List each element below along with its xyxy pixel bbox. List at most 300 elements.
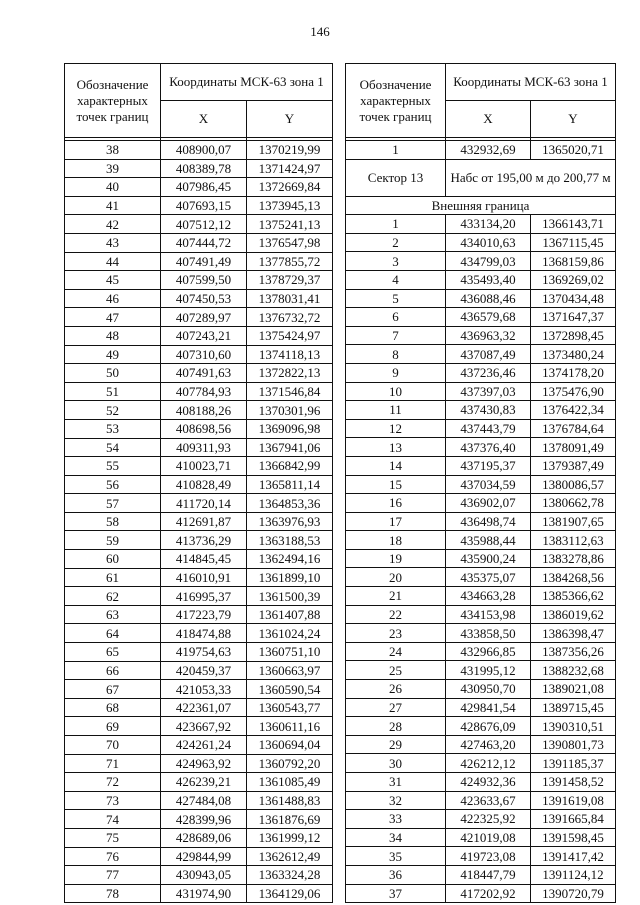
y-value: 1361876,69 xyxy=(247,810,333,829)
y-value: 1360611,16 xyxy=(247,717,333,736)
sector-name: Сектор 13 xyxy=(346,159,446,196)
table-row xyxy=(346,605,616,624)
y-value: 1369096,98 xyxy=(247,419,333,438)
x-value: 437397,03 xyxy=(446,382,531,401)
table-row xyxy=(65,512,333,531)
x-value: 431974,90 xyxy=(161,884,247,903)
point-number: 28 xyxy=(346,717,446,736)
y-value: 1371424,97 xyxy=(247,159,333,178)
table-row xyxy=(65,791,333,810)
x-value: 422325,92 xyxy=(446,810,531,829)
x-value: 437195,37 xyxy=(446,456,531,475)
x-value: 410828,49 xyxy=(161,475,247,494)
y-value: 1366842,99 xyxy=(247,457,333,476)
y-value: 1391665,84 xyxy=(531,810,616,829)
table-row xyxy=(65,475,333,494)
point-number: 2 xyxy=(346,233,446,252)
y-value: 1390720,79 xyxy=(531,884,616,903)
point-number: 22 xyxy=(346,605,446,624)
y-value: 1376422,34 xyxy=(531,401,616,420)
point-number: 40 xyxy=(65,178,161,197)
y-value: 1391598,45 xyxy=(531,828,616,847)
table-row xyxy=(346,661,616,680)
point-number: 73 xyxy=(65,791,161,810)
point-number: 23 xyxy=(346,624,446,643)
point-number: 16 xyxy=(346,494,446,513)
y-value: 1386019,62 xyxy=(531,605,616,624)
point-number: 43 xyxy=(65,233,161,252)
x-value: 437087,49 xyxy=(446,345,531,364)
table-row xyxy=(346,587,616,606)
y-value: 1369269,02 xyxy=(531,270,616,289)
point-number: 11 xyxy=(346,401,446,420)
point-number: 42 xyxy=(65,215,161,234)
table-row xyxy=(65,457,333,476)
y-value: 1391185,37 xyxy=(531,754,616,773)
point-number: 64 xyxy=(65,624,161,643)
x-value: 416995,37 xyxy=(161,587,247,606)
point-number: 31 xyxy=(346,773,446,792)
x-value: 437443,79 xyxy=(446,419,531,438)
y-value: 1390310,51 xyxy=(531,717,616,736)
y-value: 1370434,48 xyxy=(531,289,616,308)
x-value: 420459,37 xyxy=(161,661,247,680)
x-value: 429844,99 xyxy=(161,847,247,866)
x-value: 434010,63 xyxy=(446,233,531,252)
y-value: 1386398,47 xyxy=(531,624,616,643)
table-row xyxy=(65,773,333,792)
point-number: 41 xyxy=(65,196,161,215)
y-value: 1370219,99 xyxy=(247,141,333,160)
y-value: 1361407,88 xyxy=(247,605,333,624)
point-number: 70 xyxy=(65,736,161,755)
point-number: 47 xyxy=(65,308,161,327)
y-value: 1371546,84 xyxy=(247,382,333,401)
x-value: 437376,40 xyxy=(446,438,531,457)
x-value: 436579,68 xyxy=(446,308,531,327)
table-row xyxy=(346,773,616,792)
y-value: 1372669,84 xyxy=(247,178,333,197)
table-row xyxy=(346,512,616,531)
table-row xyxy=(65,866,333,885)
table-row xyxy=(65,141,333,160)
point-number: 60 xyxy=(65,550,161,569)
point-number: 24 xyxy=(346,642,446,661)
point-number: 9 xyxy=(346,363,446,382)
y-value: 1370301,96 xyxy=(247,401,333,420)
y-value: 1363976,93 xyxy=(247,512,333,531)
x-value: 428399,96 xyxy=(161,810,247,829)
point-number: 54 xyxy=(65,438,161,457)
x-value: 433858,50 xyxy=(446,624,531,643)
y-value: 1373480,24 xyxy=(531,345,616,364)
table-row xyxy=(346,791,616,810)
x-value: 427463,20 xyxy=(446,735,531,754)
x-value: 422361,07 xyxy=(161,698,247,717)
point-number: 53 xyxy=(65,419,161,438)
coordinates-table-right xyxy=(345,63,616,903)
y-value: 1380662,78 xyxy=(531,494,616,513)
x-value: 418474,88 xyxy=(161,624,247,643)
x-value: 407289,97 xyxy=(161,308,247,327)
y-value: 1384268,56 xyxy=(531,568,616,587)
y-value: 1378729,37 xyxy=(247,271,333,290)
y-value: 1385366,62 xyxy=(531,587,616,606)
point-number: 15 xyxy=(346,475,446,494)
table-row xyxy=(346,680,616,699)
x-value: 419723,08 xyxy=(446,847,531,866)
x-value: 436902,07 xyxy=(446,494,531,513)
x-value: 421019,08 xyxy=(446,828,531,847)
point-number: 67 xyxy=(65,680,161,699)
y-value: 1389021,08 xyxy=(531,680,616,699)
point-number: 13 xyxy=(346,438,446,457)
y-value: 1383278,86 xyxy=(531,549,616,568)
y-header: Y xyxy=(247,101,333,138)
table-row xyxy=(65,215,333,234)
table-row xyxy=(65,847,333,866)
point-number: 39 xyxy=(65,159,161,178)
point-number: 75 xyxy=(65,828,161,847)
table-row xyxy=(65,531,333,550)
y-value: 1364853,36 xyxy=(247,494,333,513)
point-number: 10 xyxy=(346,382,446,401)
table-row xyxy=(65,308,333,327)
point-number: 78 xyxy=(65,884,161,903)
point-number: 52 xyxy=(65,401,161,420)
table-row xyxy=(65,196,333,215)
table-row xyxy=(65,736,333,755)
y-value: 1360792,20 xyxy=(247,754,333,773)
point-number: 62 xyxy=(65,587,161,606)
y-value: 1360543,77 xyxy=(247,698,333,717)
y-value: 1361024,24 xyxy=(247,624,333,643)
height-note: Набс от 195,00 м до 200,77 м xyxy=(446,159,616,196)
table-row xyxy=(65,587,333,606)
coords-title-header: Координаты МСК-63 зона 1 xyxy=(161,64,333,101)
point-number: 1 xyxy=(346,141,446,160)
table-row xyxy=(65,159,333,178)
point-number: 74 xyxy=(65,810,161,829)
table-row xyxy=(346,215,616,234)
table-row xyxy=(346,141,616,160)
x-value: 416010,91 xyxy=(161,568,247,587)
table-row xyxy=(346,810,616,829)
x-value: 419754,63 xyxy=(161,643,247,662)
x-value: 432932,69 xyxy=(446,141,531,160)
x-value: 408698,56 xyxy=(161,419,247,438)
x-value: 437430,83 xyxy=(446,401,531,420)
point-number: 4 xyxy=(346,270,446,289)
y-value: 1367941,06 xyxy=(247,438,333,457)
point-number: 77 xyxy=(65,866,161,885)
y-value: 1364129,06 xyxy=(247,884,333,903)
y-value: 1390801,73 xyxy=(531,735,616,754)
table-row xyxy=(346,382,616,401)
point-number: 51 xyxy=(65,382,161,401)
point-number: 21 xyxy=(346,587,446,606)
x-value: 407243,21 xyxy=(161,326,247,345)
y-value: 1391124,12 xyxy=(531,865,616,884)
table-row xyxy=(65,289,333,308)
y-value: 1361488,83 xyxy=(247,791,333,810)
table-row xyxy=(346,456,616,475)
point-number: 5 xyxy=(346,289,446,308)
x-value: 435988,44 xyxy=(446,531,531,550)
y-value: 1374118,13 xyxy=(247,345,333,364)
table-row xyxy=(346,549,616,568)
y-value: 1360590,54 xyxy=(247,680,333,699)
point-number: 57 xyxy=(65,494,161,513)
table-body-left xyxy=(65,141,333,903)
table-row xyxy=(346,698,616,717)
x-value: 433134,20 xyxy=(446,215,531,234)
point-number: 20 xyxy=(346,568,446,587)
table-row xyxy=(65,810,333,829)
point-number: 56 xyxy=(65,475,161,494)
y-value: 1376784,64 xyxy=(531,419,616,438)
table-row xyxy=(346,884,616,903)
y-value: 1391619,08 xyxy=(531,791,616,810)
y-value: 1363324,28 xyxy=(247,866,333,885)
x-value: 408188,26 xyxy=(161,401,247,420)
y-value: 1360663,97 xyxy=(247,661,333,680)
point-number: 17 xyxy=(346,512,446,531)
y-value: 1378031,41 xyxy=(247,289,333,308)
table-row xyxy=(346,401,616,420)
table-row xyxy=(346,568,616,587)
table-row xyxy=(346,345,616,364)
y-value: 1360694,04 xyxy=(247,736,333,755)
point-number: 18 xyxy=(346,531,446,550)
designation-header: Обозначение характерных точек границ xyxy=(65,64,161,138)
table-row xyxy=(346,252,616,271)
x-value: 412691,87 xyxy=(161,512,247,531)
table-row xyxy=(346,475,616,494)
y-value: 1361500,39 xyxy=(247,587,333,606)
table-row xyxy=(65,233,333,252)
point-number: 8 xyxy=(346,345,446,364)
table-row xyxy=(346,363,616,382)
table-row xyxy=(346,624,616,643)
x-value: 410023,71 xyxy=(161,457,247,476)
x-value: 428689,06 xyxy=(161,828,247,847)
x-value: 435493,40 xyxy=(446,270,531,289)
boundary-label: Внешняя граница xyxy=(346,196,616,215)
point-number: 35 xyxy=(346,847,446,866)
point-number: 65 xyxy=(65,643,161,662)
y-value: 1371647,37 xyxy=(531,308,616,327)
x-value: 407693,15 xyxy=(161,196,247,215)
point-number: 76 xyxy=(65,847,161,866)
point-number: 14 xyxy=(346,456,446,475)
x-value: 423633,67 xyxy=(446,791,531,810)
x-value: 423667,92 xyxy=(161,717,247,736)
y-value: 1366143,71 xyxy=(531,215,616,234)
point-number: 55 xyxy=(65,457,161,476)
x-value: 436498,74 xyxy=(446,512,531,531)
point-number: 3 xyxy=(346,252,446,271)
y-value: 1387356,26 xyxy=(531,642,616,661)
table-row xyxy=(346,847,616,866)
x-value: 414845,45 xyxy=(161,550,247,569)
table-row xyxy=(65,624,333,643)
x-value: 417223,79 xyxy=(161,605,247,624)
point-number: 12 xyxy=(346,419,446,438)
x-value: 426212,12 xyxy=(446,754,531,773)
point-number: 50 xyxy=(65,364,161,383)
point-number: 30 xyxy=(346,754,446,773)
table-row xyxy=(65,178,333,197)
point-number: 48 xyxy=(65,326,161,345)
x-value: 424261,24 xyxy=(161,736,247,755)
x-value: 407310,60 xyxy=(161,345,247,364)
table-row xyxy=(346,270,616,289)
table-row xyxy=(65,438,333,457)
x-value: 434799,03 xyxy=(446,252,531,271)
y-value: 1380086,57 xyxy=(531,475,616,494)
table-row xyxy=(346,494,616,513)
point-number: 68 xyxy=(65,698,161,717)
boundary-row xyxy=(346,196,616,215)
x-value: 407986,45 xyxy=(161,178,247,197)
x-value: 434153,98 xyxy=(446,605,531,624)
y-value: 1361999,12 xyxy=(247,828,333,847)
point-number: 38 xyxy=(65,141,161,160)
x-value: 436963,32 xyxy=(446,326,531,345)
y-value: 1367115,45 xyxy=(531,233,616,252)
x-value: 407491,49 xyxy=(161,252,247,271)
sector-row xyxy=(346,159,616,196)
x-value: 408389,78 xyxy=(161,159,247,178)
y-value: 1388232,68 xyxy=(531,661,616,680)
table-row xyxy=(65,828,333,847)
table-row xyxy=(65,884,333,903)
table-row xyxy=(65,401,333,420)
table-body-right xyxy=(346,141,616,903)
table-row xyxy=(65,419,333,438)
point-number: 59 xyxy=(65,531,161,550)
x-value: 411720,14 xyxy=(161,494,247,513)
y-value: 1362612,49 xyxy=(247,847,333,866)
table-row xyxy=(65,364,333,383)
x-value: 428676,09 xyxy=(446,717,531,736)
x-value: 437034,59 xyxy=(446,475,531,494)
point-number: 37 xyxy=(346,884,446,903)
coordinates-table-left xyxy=(64,63,333,903)
y-value: 1362494,16 xyxy=(247,550,333,569)
x-value: 432966,85 xyxy=(446,642,531,661)
x-value: 407512,12 xyxy=(161,215,247,234)
point-number: 6 xyxy=(346,308,446,327)
x-value: 431995,12 xyxy=(446,661,531,680)
table-row xyxy=(65,661,333,680)
x-value: 408900,07 xyxy=(161,141,247,160)
y-value: 1372898,45 xyxy=(531,326,616,345)
x-header: X xyxy=(161,101,247,138)
table-row xyxy=(65,754,333,773)
page-number: 146 xyxy=(310,24,330,39)
y-value: 1363188,53 xyxy=(247,531,333,550)
x-value: 435900,24 xyxy=(446,549,531,568)
y-value: 1391417,42 xyxy=(531,847,616,866)
y-value: 1361085,49 xyxy=(247,773,333,792)
point-number: 33 xyxy=(346,810,446,829)
table-row xyxy=(65,717,333,736)
x-value: 434663,28 xyxy=(446,587,531,606)
y-value: 1379387,49 xyxy=(531,456,616,475)
table-row xyxy=(65,345,333,364)
y-value: 1383112,63 xyxy=(531,531,616,550)
x-value: 436088,46 xyxy=(446,289,531,308)
y-value: 1360751,10 xyxy=(247,643,333,662)
table-row xyxy=(346,289,616,308)
y-value: 1375424,97 xyxy=(247,326,333,345)
point-number: 45 xyxy=(65,271,161,290)
point-number: 26 xyxy=(346,680,446,699)
x-value: 407599,50 xyxy=(161,271,247,290)
x-value: 418447,79 xyxy=(446,865,531,884)
point-number: 29 xyxy=(346,735,446,754)
table-row xyxy=(346,326,616,345)
point-number: 34 xyxy=(346,828,446,847)
y-value: 1365811,14 xyxy=(247,475,333,494)
table-row xyxy=(346,754,616,773)
point-number: 7 xyxy=(346,326,446,345)
table-row xyxy=(65,326,333,345)
point-number: 71 xyxy=(65,754,161,773)
x-value: 407784,93 xyxy=(161,382,247,401)
x-value: 426239,21 xyxy=(161,773,247,792)
y-value: 1376547,98 xyxy=(247,233,333,252)
point-number: 72 xyxy=(65,773,161,792)
table-row xyxy=(346,865,616,884)
table-row xyxy=(65,680,333,699)
y-value: 1375241,13 xyxy=(247,215,333,234)
table-row xyxy=(346,828,616,847)
x-value: 409311,93 xyxy=(161,438,247,457)
table-row xyxy=(65,605,333,624)
coords-title-header: Координаты МСК-63 зона 1 xyxy=(446,64,616,101)
y-value: 1381907,65 xyxy=(531,512,616,531)
y-value: 1372822,13 xyxy=(247,364,333,383)
table-row xyxy=(346,308,616,327)
y-value: 1391458,52 xyxy=(531,773,616,792)
x-value: 407444,72 xyxy=(161,233,247,252)
point-number: 69 xyxy=(65,717,161,736)
x-value: 421053,33 xyxy=(161,680,247,699)
y-value: 1361899,10 xyxy=(247,568,333,587)
point-number: 58 xyxy=(65,512,161,531)
designation-header: Обозначение характерных точек границ xyxy=(346,64,446,138)
table-row xyxy=(65,698,333,717)
y-value: 1376732,72 xyxy=(247,308,333,327)
table-row xyxy=(346,419,616,438)
table-row xyxy=(346,717,616,736)
y-value: 1365020,71 xyxy=(531,141,616,160)
table-row xyxy=(346,735,616,754)
table-row xyxy=(65,568,333,587)
y-value: 1368159,86 xyxy=(531,252,616,271)
point-number: 66 xyxy=(65,661,161,680)
y-value: 1373945,13 xyxy=(247,196,333,215)
table-row xyxy=(65,494,333,513)
x-header: X xyxy=(446,101,531,138)
table-row xyxy=(346,233,616,252)
x-value: 430950,70 xyxy=(446,680,531,699)
point-number: 19 xyxy=(346,549,446,568)
y-header: Y xyxy=(531,101,616,138)
